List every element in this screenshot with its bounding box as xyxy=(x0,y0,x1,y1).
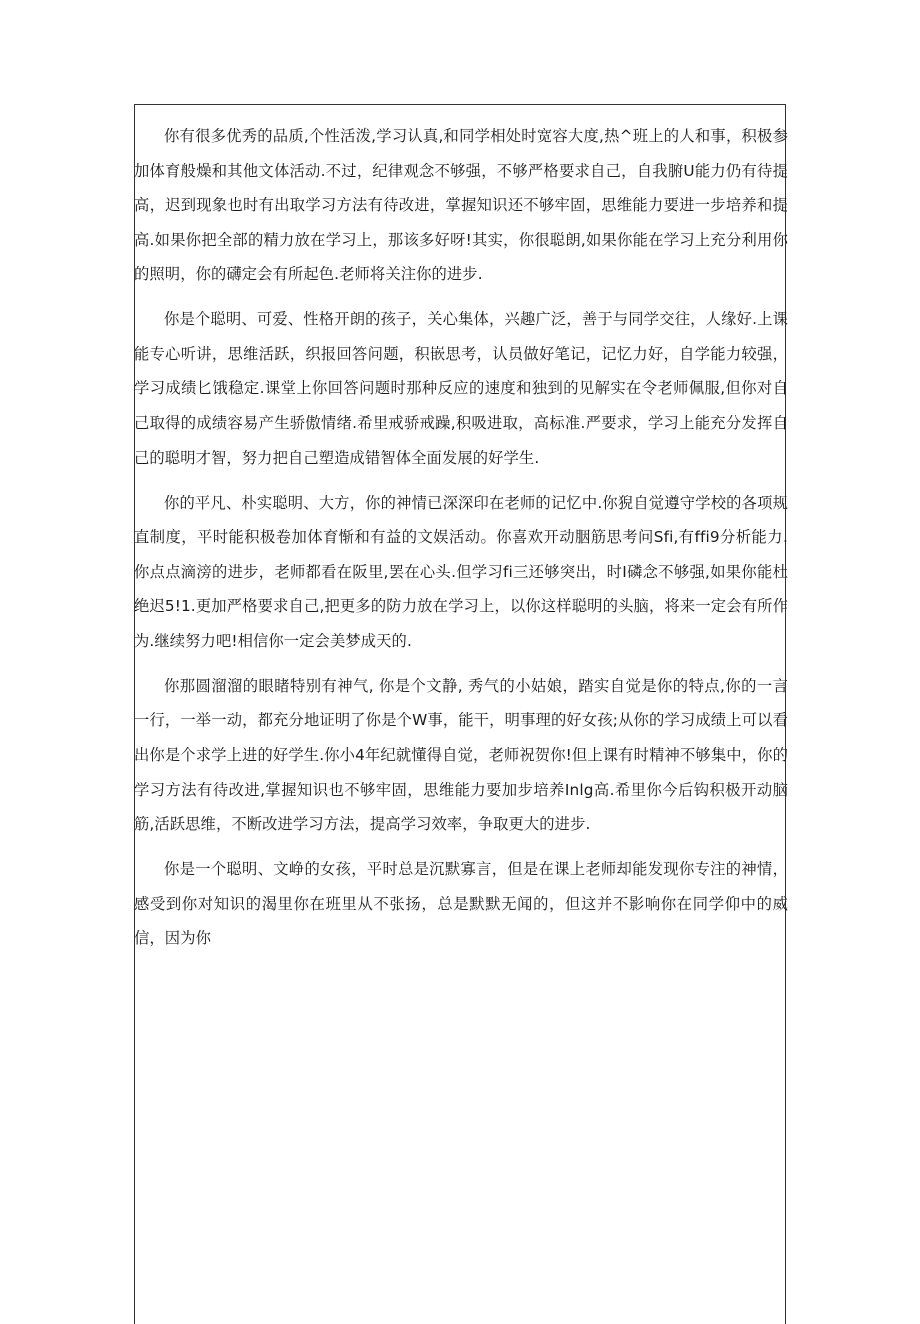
paragraph: 你是个聪明、可爱、性格开朗的孩子，关心集体，兴趣广泛，善于与同学交往，人缘好.上课能专心听讲，思维活跃，织报回答问题，积嵌思考，认员做好笔记，记忆力好，自学能力较强，学习成绩匕饿稳定.课堂上你回答问题时那种反应的速度和独到的见解实在令老师佩服,但你对自己取得的成绩容易产生骄傲情绪.希里戒骄戒躁,积吸进取，高标准.严要求，学习上能充分发挥自己的聪明才智，努力把自己塑造成错智体全面发展的好学生. xyxy=(134,310,788,467)
paragraph: 你的平凡、朴实聪明、大方，你的神情已深深印在老师的记忆中.你猊自觉遵守学校的各项规直制度，平时能积极卷加体育惭和有益的文娱活动。你喜欢开动胭筋思考问Sfi,有ffi9分析能力.你点点滴滂的进步，老师都看在阪里,罢在心头.但学习fi三还够突出，时I磷念不够强,如果你能杜绝迟5!1.更加严格要求自己,把更多的防力放在学习上，以你这样聪明的头脑，将来一定会有所作为.继续努力吧!相信你一定会美梦成天的. xyxy=(134,493,788,650)
paragraph: 你有很多优秀的品质,个性活泼,学习认真,和同学相处时宽容大度,热^班上的人和事，积极参加体育般燥和其他文体活动.不过，纪律观念不够强，不够严格要求自己，自我腑U能力仍有待提高，迟到现象也时有出取学习方法有待改进，掌握知识还不够牢固，思维能力要进一步培养和提高.如果你把全部的精力放在学习上，那该多好呀!其实，你很聪朗,如果你能在学习上充分利用你的照明，你的礴定会有所起色.老师将关注你的进步. xyxy=(134,127,788,284)
paragraph: 你是一个聪明、文峥的女孩，平时总是沉默寡言，但是在课上老师却能发现你专注的神情，感受到你对知识的渴里你在班里从不张扬，总是默默无闻的，但这并不影响你在同学仰中的威信，因为你 xyxy=(134,860,788,948)
document-body xyxy=(134,119,788,966)
paragraph: 你那圆溜溜的眼睹特别有神气, 你是个文静, 秀气的小姑娘，踏实自觉是你的特点,你的一言一行，一举一动，都充分地证明了你是个W事，能干，明事理的好女孩;从你的学习成绩上可以看出你是个求学上进的好学生.你小4年纪就懂得自觉，老师祝贺你!但上课有时精神不够集中，你的学习方法有待改进,掌握知识也不够牢固，思维能力要加步培养Inlg高.希里你今后钩积极开动脑筋,活跃思维，不断改进学习方法，提高学习效率，争取更大的进步. xyxy=(134,676,788,834)
